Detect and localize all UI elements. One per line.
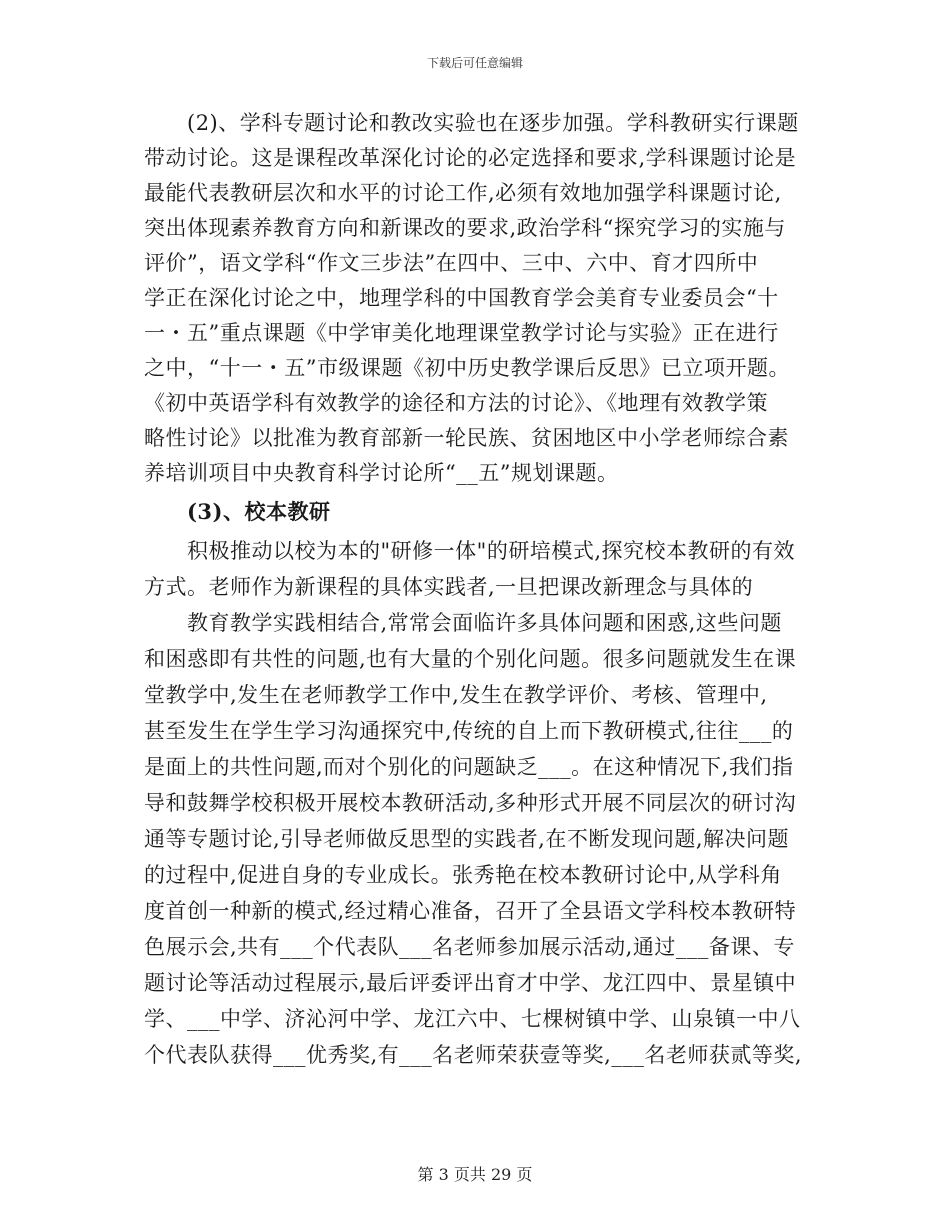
paragraph-line: 的过程中,促进自身的专业成长。张秀艳在校本教研讨论中,从学科角	[144, 863, 782, 887]
paragraph-line: 评价”，语文学科“作文三步法”在四中、三中、六中、育才四所中	[144, 251, 759, 275]
paragraph-line: 积极推动以校为本的"研修一体"的研培模式,探究校本教研的有效	[187, 539, 795, 563]
paragraph-line: 最能代表教研层次和水平的讨论工作,必须有效地加强学科课题讨论,	[144, 181, 782, 205]
paragraph-line: 突出体现素养教育方向和新课改的要求,政治学科“探究学习的实施与	[144, 216, 786, 240]
page-footer: 第 3 页共 29 页	[417, 1165, 533, 1184]
paragraph-line: 是面上的共性问题,而对个别化的问题缺乏___。在这种情况下,我们指	[144, 755, 794, 779]
paragraph-line: 养培训项目中央教育科学讨论所“__五”规划课题。	[144, 461, 619, 485]
paragraph-line: 度首创一种新的模式,经过精心准备，召开了全县语文学科校本教研特	[144, 899, 797, 923]
paragraph-line: 和困惑即有共性的问题,也有大量的个别化问题。很多问题就发生在课	[144, 647, 797, 671]
paragraph-line: 甚至发生在学生学习沟通探究中,传统的自上而下教研模式,往往___的	[144, 719, 794, 743]
paragraph-line: 《初中英语学科有效教学的途径和方法的讨论》、《地理有效教学策	[144, 391, 768, 415]
paragraph-line: 学、___中学、济沁河中学、龙江六中、七棵树镇中学、山泉镇一中八	[144, 1007, 801, 1031]
paragraph-line: 色展示会,共有___个代表队___名老师参加展示活动,通过___备课、专	[144, 935, 795, 959]
paragraph-line: 个代表队获得___优秀奖,有___名老师荣获壹等奖,___名老师获贰等奖,	[144, 1043, 803, 1067]
paragraph-line: 堂教学中,发生在老师教学工作中,发生在教学评价、考核、管理中,	[144, 683, 768, 707]
paragraph-line: 题讨论等活动过程展示,最后评委评出育才中学、龙江四中、景星镇中	[144, 971, 797, 995]
paragraph-line: 导和鼓舞学校积极开展校本教研活动,多种形式开展不同层次的研讨沟	[144, 791, 797, 815]
paragraph-line: (2)、学科专题讨论和教改实验也在逐步加强。学科教研实行课题	[187, 111, 799, 135]
paragraph-line: 学正在深化讨论之中，地理学科的中国教育学会美育专业委员会“十	[144, 286, 779, 310]
paragraph-line: 通等专题讨论,引导老师做反思型的实践者,在不断发现问题,解决问题	[144, 827, 790, 851]
page-header: 下载后可任意编辑	[426, 56, 523, 70]
paragraph-line: 一・五”重点课题《中学审美化地理课堂教学讨论与实验》正在进行	[144, 321, 779, 345]
paragraph-line: 方式。老师作为新课程的具体实践者,一旦把课改新理念与具体的	[144, 575, 754, 599]
section-heading: (3)、校本教研	[187, 499, 331, 524]
paragraph-line: 之中，“十一・五”市级课题《初中历史教学课后反思》已立项开题。	[144, 356, 790, 380]
paragraph-line: 略性讨论》以批准为教育部新一轮民族、贫困地区中小学老师综合素	[144, 426, 789, 450]
paragraph-line: 教育教学实践相结合,常常会面临许多具体问题和困惑,这些问题	[187, 611, 782, 635]
paragraph-line: 带动讨论。这是课程改革深化讨论的必定选择和要求,学科课题讨论是	[144, 146, 797, 170]
